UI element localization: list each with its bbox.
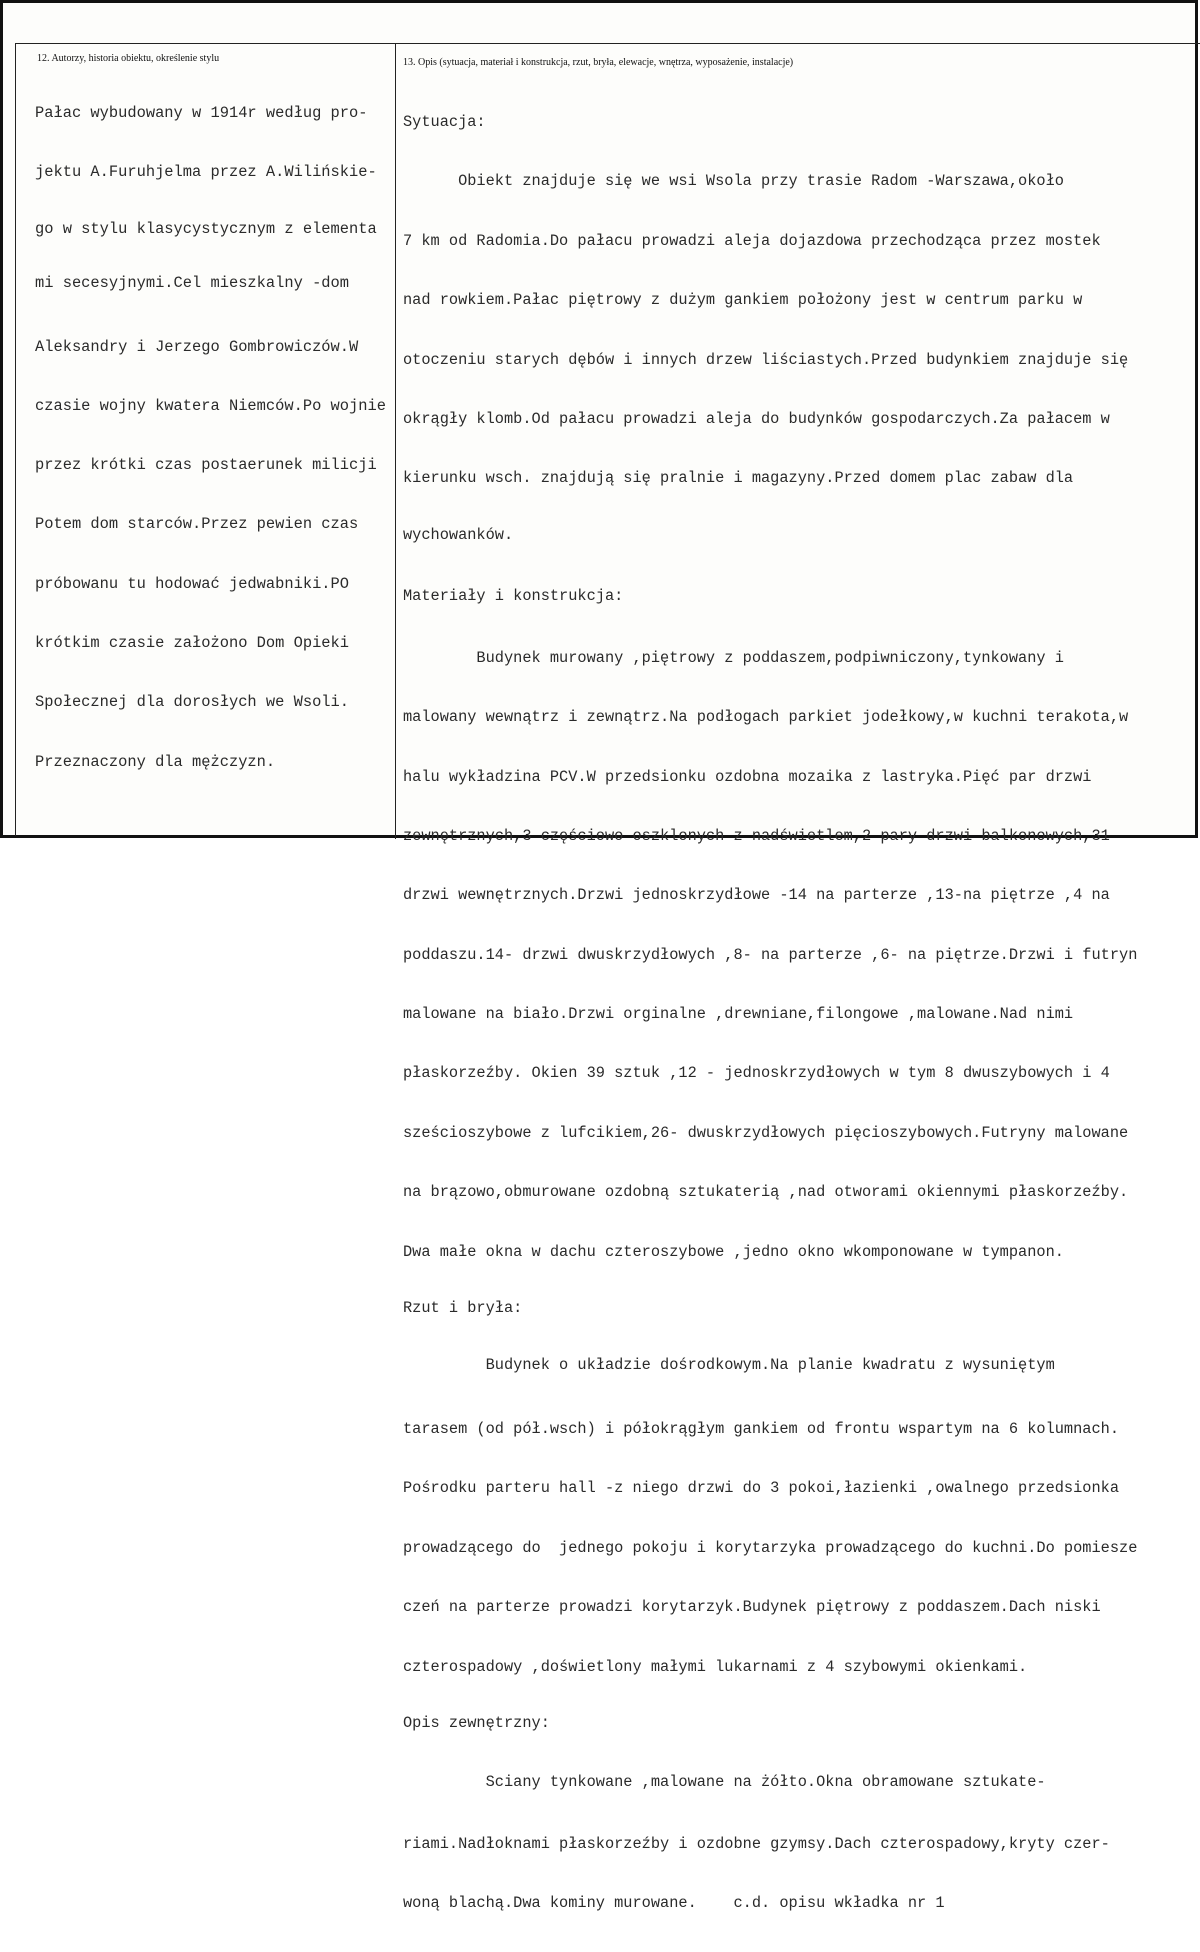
description-line: Sciany tynkowane ,malowane na żółto.Okna obramowane sztukate- [403, 1772, 1046, 1791]
history-line: Przeznaczony dla mężczyzn. [35, 752, 276, 771]
description-line: woną blachą.Dwa kominy murowane. c.d. opisu wkładka nr 1 [403, 1894, 945, 1913]
description-line: Materiały i konstrukcja: [403, 586, 624, 605]
description-line: otoczeniu starych dębów i innych drzew liściastych.Przed budynkiem znajduje się [403, 350, 1129, 369]
column-divider [395, 43, 396, 839]
description-line: 7 km od Radomia.Do pałacu prowadzi aleja dojazdowa przechodząca przez mostek [403, 231, 1101, 250]
history-line: Aleksandry i Jerzego Gombrowiczów.W [35, 337, 359, 356]
description-line: nad rowkiem.Pałac piętrowy z dużym gankiem położony jest w centrum parku w [403, 291, 1083, 310]
description-line: wychowanków. [403, 525, 514, 544]
right-section-header: 13. Opis (sytuacja, materiał i konstrukcja, rzut, bryła, elewacje, wnętrza, wyposażenie, instalacje) [403, 57, 794, 68]
history-line: czasie wojny kwatera Niemców.Po wojnie [35, 396, 386, 415]
left-section-header: 12. Autorzy, historia obiektu, określenie stylu [37, 53, 220, 64]
description-line: Budynek murowany ,piętrowy z poddaszem,podpiwniczony,tynkowany i [403, 648, 1064, 667]
history-text [35, 66, 386, 810]
description-line: Obiekt znajduje się we wsi Wsola przy trasie Radom -Warszawa,około [403, 172, 1064, 191]
description-line: halu wykładzina PCV.W przedsionku ozdobna mozaika z lastryka.Pięć par drzwi [403, 767, 1092, 786]
history-line: mi secesyjnymi.Cel mieszkalny -dom [35, 273, 350, 292]
description-line: tarasem (od pół.wsch) i półokrągłym gankiem od frontu wspartym na 6 kolumnach. [403, 1420, 1120, 1439]
description-line: malowane na biało.Drzwi orginalne ,drewniane,filongowe ,malowane.Nad nimi [403, 1005, 1074, 1024]
description-line: Opis zewnętrzny: [403, 1713, 550, 1732]
description-line: prowadzącego do jednego pokoju i korytarzyka prowadzącego do kuchni.Do pomiesze [403, 1538, 1138, 1557]
description-line: Sytuacja: [403, 113, 486, 131]
description-line: malowany wewnątrz i zewnątrz.Na podłogach parkiet jodełkowy,w kuchni terakota,w [403, 708, 1129, 727]
description-line: Pośrodku parteru hall -z niego drzwi do 3 pokoi,łazienki ,owalnego przedsionka [403, 1479, 1120, 1498]
description-line: sześcioszybowe z lufcikiem,26- dwuskrzydłowych pięcioszybowych.Futryny malowane [403, 1123, 1129, 1142]
description-line: Dwa małe okna w dachu czteroszybowe ,jedno okno wkomponowane w tympanon. [403, 1242, 1064, 1261]
history-line: krótkim czasie założono Dom Opieki [35, 634, 350, 653]
description-line: Budynek o układzie dośrodkowym.Na planie kwadratu z wysuniętym [403, 1356, 1055, 1375]
description-line: kierunku wsch. znajdują się pralnie i magazyny.Przed domem plac zabaw dla [403, 469, 1074, 488]
history-line: go w stylu klasycystycznym z elementa [35, 219, 377, 238]
description-text [403, 75, 1137, 1952]
description-line: płaskorzeźby. Okien 39 sztuk ,12 - jednoskrzydłowych w tym 8 dwuszybowych i 4 [403, 1064, 1110, 1083]
history-line: próbowanu tu hodować jedwabniki.PO [35, 574, 350, 593]
history-line: Pałac wybudowany w 1914r według pro- [35, 104, 368, 122]
history-line: Społecznej dla dorosłych we Wsoli. [35, 693, 350, 712]
description-line: poddaszu.14- drzwi dwuskrzydłowych ,8- na parterze ,6- na piętrze.Drzwi i futryn [403, 945, 1138, 964]
description-line: czeń na parterze prowadzi korytarzyk.Budynek piętrowy z poddaszem.Dach niski [403, 1598, 1101, 1617]
description-line: drzwi wewnętrznych.Drzwi jednoskrzydłowe -14 na parterze ,13-na piętrze ,4 na [403, 886, 1110, 905]
description-line: okrągły klomb.Od pałacu prowadzi aleja do budynków gospodarczych.Za pałacem w [403, 409, 1110, 428]
description-line: Rzut i bryła: [403, 1299, 523, 1318]
history-line: Potem dom starców.Przez pewien czas [35, 515, 359, 534]
history-line: przez krótki czas postaerunek milicji [35, 456, 377, 475]
description-line: zewnętrznych,3 częściowo oszklonych z nadświetlem,2 pary drzwi balkonowych,31 [403, 826, 1110, 845]
description-line: na brązowo,obmurowane ozdobną sztukaterią ,nad otworami okiennymi płaskorzeźby. [403, 1183, 1129, 1202]
description-line: riami.Nadłoknami płaskorzeźby i ozdobne gzymsy.Dach czterospadowy,kryty czer- [403, 1834, 1110, 1853]
description-line: czterospadowy ,doświetlony małymi lukarnami z 4 szybowymi okienkami. [403, 1657, 1028, 1676]
history-line: jektu A.Furuhjelma przez A.Wilińskie- [35, 163, 377, 182]
